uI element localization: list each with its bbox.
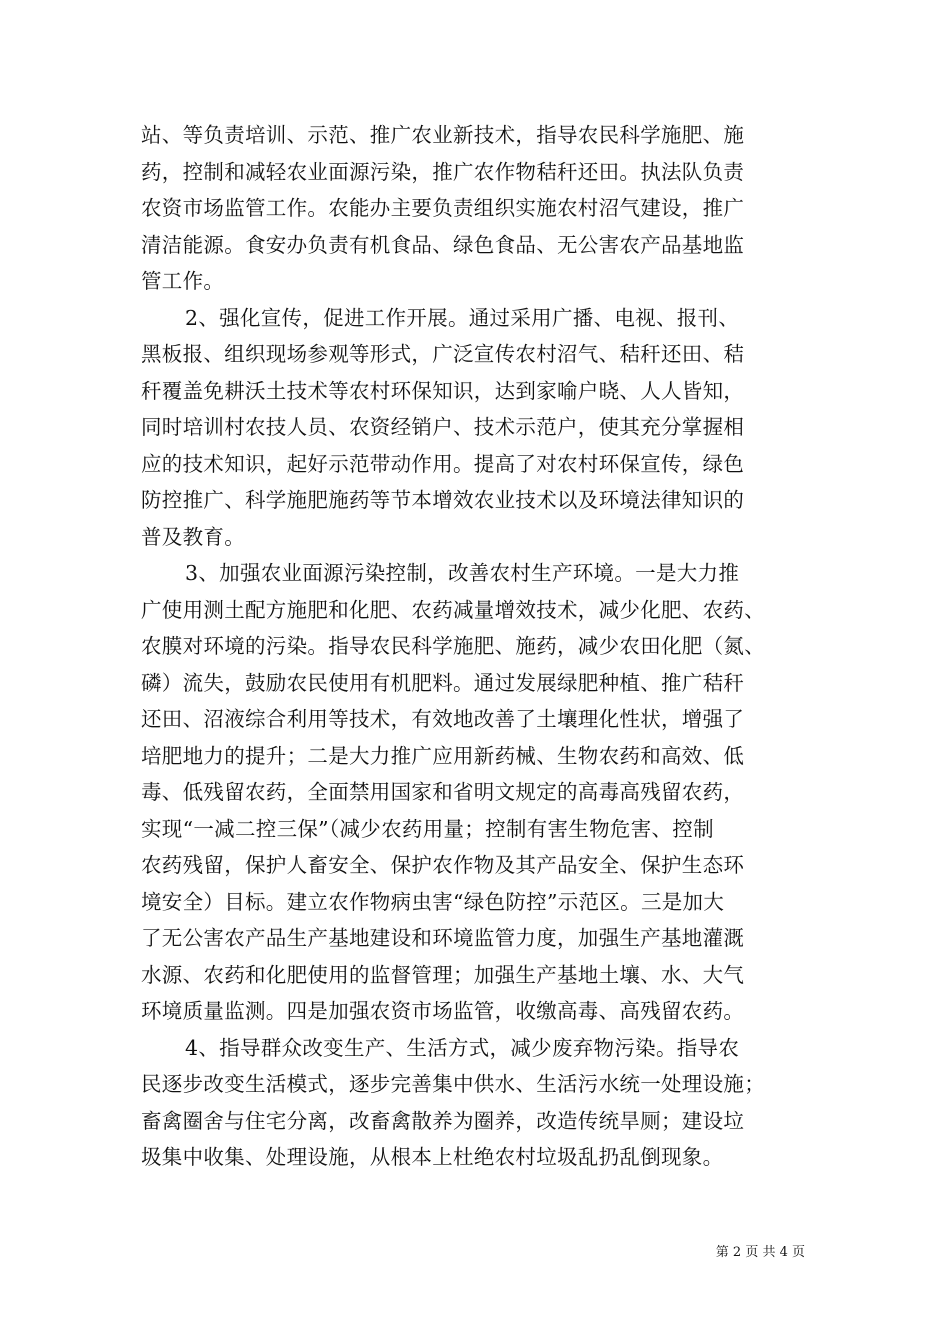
text-line: 农药残留，保护人畜安全、保护农作物及其产品安全、保护生态环 xyxy=(141,853,745,877)
text-line: 秆覆盖免耕沃土技术等农村环保知识，达到家喻户晓、人人皆知， xyxy=(141,378,745,403)
text-line: 应的技术知识，起好示范带动作用。提高了对农村环保宣传，绿色 xyxy=(141,451,745,476)
text-line: 农资市场监管工作。农能办主要负责组织实施农村沼气建设，推广 xyxy=(141,196,745,220)
text-line: 环境质量监测。四是加强农资市场监管，收缴高毒、高残留农药。 xyxy=(141,999,745,1023)
paragraph-first-line: 3、加强农业面源污染控制，改善农村生产环境。一是大力推 xyxy=(185,561,740,585)
text-line: 黑板报、组织现场参观等形式，广泛宣传农村沼气、秸秆还田、秸 xyxy=(141,342,745,366)
text-line: 农膜对环境的污染。指导农民科学施肥、施药，减少农田化肥（氮、 xyxy=(141,634,765,658)
text-line: 磷）流失，鼓励农民使用有机肥料。通过发展绿肥种植、推广秸秆 xyxy=(141,670,745,695)
text-line: 圾集中收集、处理设施，从根本上杜绝农村垃圾乱扔乱倒现象。 xyxy=(141,1145,724,1169)
text-line: 了无公害农产品生产基地建设和环境监管力度，加强生产基地灌溉 xyxy=(141,926,745,950)
text-line: 境安全）目标。建立农作物病虫害“绿色防控”示范区。三是加大 xyxy=(141,889,725,914)
text-line: 站、等负责培训、示范、推广农业新技术，指导农民科学施肥、施 xyxy=(141,123,745,147)
text-line: 管工作。 xyxy=(141,269,225,293)
document-body xyxy=(141,117,823,1176)
text-line: 普及教育。 xyxy=(141,524,245,549)
text-line: 药，控制和减轻农业面源污染，推广农作物秸秆还田。执法队负责 xyxy=(141,159,745,184)
text-line: 广使用测土配方施肥和化肥、农药减量增效技术，减少化肥、农药、 xyxy=(141,597,765,622)
paragraph-first-line: 2、强化宣传，促进工作开展。通过采用广播、电视、报刊、 xyxy=(185,305,740,330)
text-line: 畜禽圈舍与住宅分离，改畜禽散养为圈养，改造传统旱厕；建设垃 xyxy=(141,1108,745,1133)
text-line: 民逐步改变生活模式，逐步完善集中供水、生活污水统一处理设施； xyxy=(141,1072,765,1096)
text-line: 还田、沼液综合利用等技术，有效地改善了土壤理化性状，增强了 xyxy=(141,707,745,731)
page-number-footer: 第 2 页 共 4 页 xyxy=(715,1245,805,1260)
paragraph-first-line: 4、指导群众改变生产、生活方式，减少废弃物污染。指导农 xyxy=(185,1035,740,1060)
text-line: 培肥地力的提升；二是大力推广应用新药械、生物农药和高效、低 xyxy=(141,743,745,768)
text-line: 防控推广、科学施肥施药等节本增效农业技术以及环境法律知识的 xyxy=(141,488,745,512)
text-line: 水源、农药和化肥使用的监督管理；加强生产基地土壤、水、大气 xyxy=(141,962,745,987)
text-line: 同时培训村农技人员、农资经销户、技术示范户，使其充分掌握相 xyxy=(141,415,745,439)
text-line: 清洁能源。食安办负责有机食品、绿色食品、无公害农产品基地监 xyxy=(141,232,745,257)
text-line: 实现“一减二控三保”（减少农药用量；控制有害生物危害、控制 xyxy=(141,816,714,841)
text-line: 毒、低残留农药，全面禁用国家和省明文规定的高毒高残留农药， xyxy=(141,780,745,804)
